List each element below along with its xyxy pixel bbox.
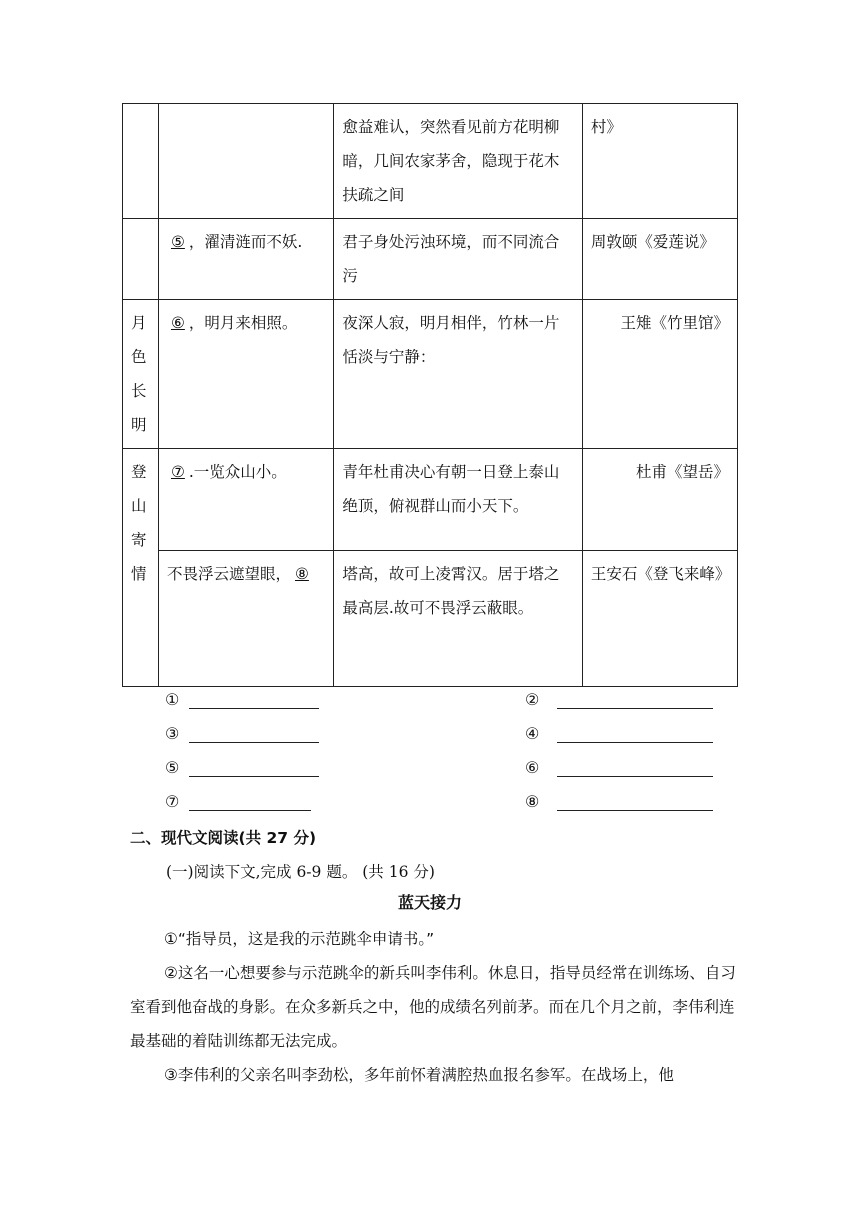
line-text: 不畏浮云遮望眼， xyxy=(166,565,291,583)
answer-line[interactable] xyxy=(165,724,319,746)
meaning-cell: 夜深人寂，明月相伴，竹林一片恬淡与宁静： xyxy=(334,300,582,449)
table-row xyxy=(123,449,738,551)
theme-cell xyxy=(123,219,159,300)
line-cell xyxy=(158,300,333,449)
answer-number: ② xyxy=(525,690,540,709)
answer-line[interactable] xyxy=(525,758,713,780)
line-text: ，濯清涟而不妖. xyxy=(188,233,303,251)
answer-number: ⑤ xyxy=(165,758,180,777)
answer-number: ④ xyxy=(525,724,540,743)
answer-blank[interactable] xyxy=(189,796,311,811)
answer-blank[interactable] xyxy=(189,762,319,777)
theme-text: 登山寄情 xyxy=(131,463,147,583)
source-cell: 村》 xyxy=(582,104,737,219)
table-row xyxy=(123,104,738,219)
answer-line[interactable] xyxy=(165,758,319,780)
meaning-cell: 青年杜甫决心有朝一日登上泰山绝顶，俯视群山而小天下。 xyxy=(334,449,582,551)
line-cell xyxy=(158,551,333,687)
theme-cell xyxy=(123,449,159,687)
answer-blank[interactable] xyxy=(189,694,319,709)
line-cell xyxy=(158,104,333,219)
theme-cell xyxy=(123,104,159,219)
line-text: ，明月来相照。 xyxy=(188,314,298,332)
answer-number: ① xyxy=(165,690,180,709)
answer-line[interactable] xyxy=(525,724,713,746)
theme-cell xyxy=(123,300,159,449)
table-row xyxy=(123,219,738,300)
answer-line[interactable] xyxy=(525,690,713,712)
blank-marker: ⑥ xyxy=(170,314,185,332)
answer-blank[interactable] xyxy=(557,762,713,777)
poem-table xyxy=(122,103,738,687)
meaning-cell: 君子身处污浊环境，而不同流合污 xyxy=(334,219,582,300)
answer-number: ⑥ xyxy=(525,758,540,777)
answer-blank[interactable] xyxy=(557,728,713,743)
answer-number: ⑧ xyxy=(525,792,540,811)
answer-number: ③ xyxy=(165,724,180,743)
theme-text: 月色长明 xyxy=(131,314,147,434)
meaning-cell: 塔高，故可上凌霄汉。居于塔之最高层.故可不畏浮云蔽眼。 xyxy=(334,551,582,687)
table-row xyxy=(123,300,738,449)
paragraph: ③李伟利的父亲名叫李劲松，多年前怀着满腔热血报名参军。在战场上，他 xyxy=(164,1066,674,1084)
table-row xyxy=(123,551,738,687)
section-heading: 二、现代文阅读(共 27 分) xyxy=(130,829,317,847)
article-title: 蓝天接力 xyxy=(397,893,462,912)
line-cell xyxy=(158,219,333,300)
meaning-cell: 愈益难认，突然看见前方花明柳暗，几间农家茅舍，隐现于花木扶疏之间 xyxy=(334,104,582,219)
line-cell xyxy=(158,449,333,551)
source-cell: 周敦颐《爱莲说》 xyxy=(582,219,737,300)
answer-blank[interactable] xyxy=(557,694,713,709)
answer-line[interactable] xyxy=(165,690,319,712)
section-instruction: (一)阅读下文,完成 6-9 题。 (共 16 分) xyxy=(166,863,435,881)
answer-line[interactable] xyxy=(165,792,311,814)
answer-blank[interactable] xyxy=(189,728,319,743)
source-cell: 王雉《竹里馆》 xyxy=(582,300,737,449)
source-cell: 王安石《登飞来峰》 xyxy=(582,551,737,687)
blank-marker: ⑦ xyxy=(170,463,185,481)
answer-line[interactable] xyxy=(525,792,713,814)
paragraph: ①“指导员，这是我的示范跳伞申请书。” xyxy=(164,930,435,948)
blank-marker: ⑧ xyxy=(294,565,309,583)
line-text: .一览众山小。 xyxy=(188,463,287,481)
blank-marker: ⑤ xyxy=(170,233,185,251)
answer-number: ⑦ xyxy=(165,792,180,811)
answer-blank[interactable] xyxy=(557,796,713,811)
paragraph: ②这名一心想要参与示范跳伞的新兵叫李伟利。休息日，指导员经常在训练场、自习室看到他奋战的身影。在众多新兵之中，他的成绩名列前茅。而在几个月之前，李伟利连最基础的着陆训练都无法完成。 xyxy=(130,964,736,1050)
source-cell: 杜甫《望岳》 xyxy=(582,449,737,551)
